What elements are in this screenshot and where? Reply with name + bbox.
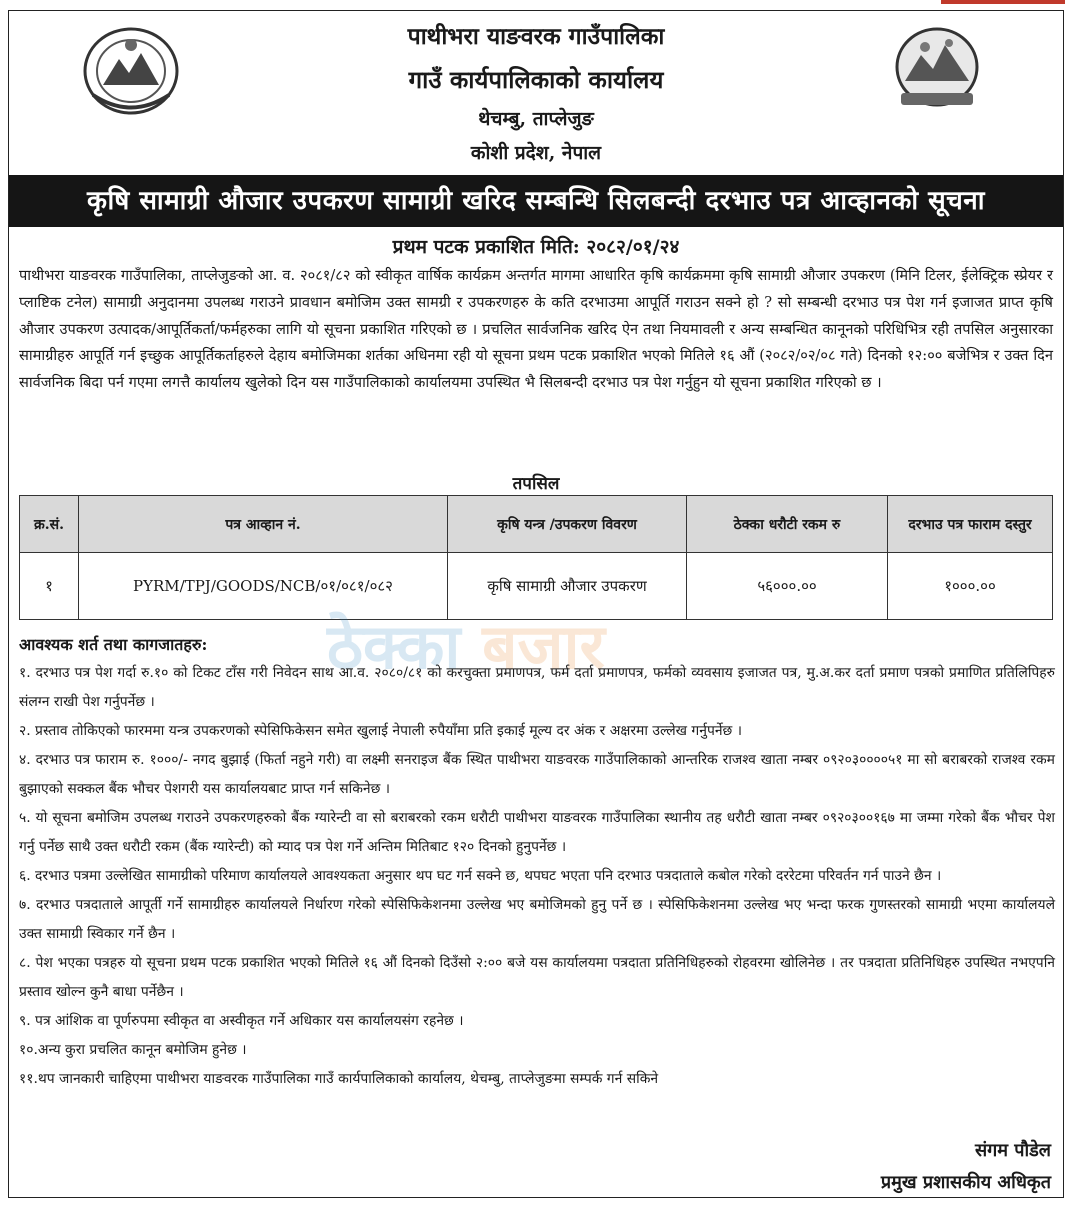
col-equipment: कृषि यन्त्र /उपकरण विवरण	[448, 496, 687, 553]
cell-invitation-no: PYRM/TPJ/GOODS/NCB/०१/०८१/०८२	[79, 553, 448, 620]
signatory-name: संगम पौडेल	[974, 1140, 1051, 1161]
col-serial: क्र.सं.	[20, 496, 79, 553]
condition-item: ९. पत्र आंशिक वा पूर्णरुपमा स्वीकृत वा अस्वीकृत गर्ने अधिकार यस कार्यालयसंग रहनेछ ।	[19, 1013, 464, 1029]
cell-deposit: ५६०००.००	[687, 553, 888, 620]
signatory-title: प्रमुख प्रशासकीय अधिकृत	[880, 1172, 1051, 1193]
condition-item: ११.थप जानकारी चाहिएमा पाथीभरा याङवरक गाउँपालिका गाउँ कार्यपालिकाको कार्यालय, थेचम्बु, ताप्लेजुङमा सम्पर्क गर्न सकिने	[19, 1071, 659, 1087]
schedule-heading: तपसिल	[512, 474, 560, 494]
publish-date: प्रथम पटक प्रकाशित मिति: २०८२/०१/२४	[392, 236, 680, 258]
intro-paragraph: पाथीभरा याङवरक गाउँपालिका, ताप्लेजुङको आ. व. २०८१/८२ को स्वीकृत वार्षिक कार्यक्रम अन्तर्गत मागमा आधारित कृषि कार्यक्रममा कृषि सामाग्री औजार उपकरण (मिनि टिलर, ईलेक्ट्रिक स्प्रेयर र प्लाष्टिक टनेल) सामाग्री अनुदानमा उपलब्ध गराउने प्रावधान बमोजिम उक्त सामग्री र उपकरणहरु के कति दरभाउमा आपूर्ति गराउन सक्ने हो ? सो सम्बन्धी दरभाउ पत्र पेश गर्न इजाजत प्राप्त कृषि औजार उपकरण उत्पादक/आपूर्तिकर्ता/फर्महरुका लागि यो सूचना प्रकाशित गरिएको छ । प्रचलित सार्वजनिक खरिद ऐन तथा नियमावली र अन्य सम्बन्धित कानूनको परिधिभित्र रही तपसिल अनुसारका सामाग्रीहरु आपूर्ति गर्न इच्छुक आपूर्तिकर्ताहरुले देहाय बमोजिमका शर्तका अधिनमा रही यो सूचना प्रथम पटक प्रकाशित भएको मितिले १६ औं (२०८२/०२/०८ गते) दिनको १२:०० बजेभित्र र उक्त दिन सार्वजनिक बिदा पर्न गएमा लगत्तै कार्यालय खुलेको दिन यस गाउँपालिकाको कार्यालयमा उपस्थित भै सिलबन्दी दरभाउ पत्र पेश गर्नुहुन यो सूचना प्रकाशित गरिएको छ ।	[19, 267, 1053, 392]
condition-item: १. दरभाउ पत्र पेश गर्दा रु.१० को टिकट टाँस गरी निवेदन साथ आ.व. २०८०/८१ को करचुक्ता प्रमाणपत्र, फर्म दर्ता प्रमाणपत्र, फर्मको व्यवसाय इजाजत पत्र, मु.अ.कर दर्ता प्रमाण पत्रको प्रमाणित प्रतिलिपिहरु संलग्न राखी पेश गर्नुपर्नेछ ।	[19, 665, 1055, 710]
notice-title-banner: कृषि सामाग्री औजार उपकरण सामाग्री खरिद सम्बन्धि सिलबन्दी दरभाउ पत्र आव्हानको सूचना	[9, 175, 1063, 227]
municipality-name: पाथीभरा याङवरक गाउँपालिका	[407, 23, 665, 50]
condition-item: ५. यो सूचना बमोजिम उपलब्ध गराउने उपकरणहरुको बैंक ग्यारेन्टी वा सो बराबरको रकम धरौटी पाथीभरा याङवरक गाउँपालिका स्थानीय तह धरौटी खाता नम्बर ०९२०३००१६७ मा जम्मा गरेको बैंक भौचर पेश गर्नु पर्नेछ साथै उक्त धरौटी रकम (बैंक ग्यारेन्टी) को म्याद पत्र पेश गर्ने अन्तिम मितिबाट १२० दिनको हुनुपर्नेछ ।	[19, 810, 1055, 855]
bid-table	[19, 495, 1053, 620]
office-name: गाउँ कार्यपालिकाको कार्यालय	[408, 65, 664, 94]
office-location: थेचम्बु, ताप्लेजुङ	[478, 108, 594, 130]
condition-item: १०.अन्य कुरा प्रचलित कानून बमोजिम हुनेछ ।	[19, 1042, 247, 1058]
condition-item: ४. दरभाउ पत्र फाराम रु. १०००/- नगद बुझाई (फिर्ता नहुने गरी) वा लक्ष्मी सनराइज बैंक स्थित पाथीभरा याङवरक गाउँपालिकाको आन्तरिक राजश्व खाता नम्बर ०९२०३००००५१ मा सो बराबरको राजश्व रकम बुझाएको सक्कल बैंक भौचर पेशगरी यस कार्यालयबाट प्राप्त गर्न सकिनेछ ।	[19, 752, 1055, 797]
watermark-part1: ठेक्का	[327, 610, 461, 683]
corner-accent	[941, 0, 1065, 4]
cell-form-fee: १०००.००	[888, 553, 1053, 620]
signature-block	[881, 1135, 1051, 1199]
province-country: कोशी प्रदेश, नेपाल	[470, 142, 602, 164]
cell-serial: १	[20, 553, 79, 620]
municipality-seal-icon	[887, 23, 987, 115]
col-deposit: ठेक्का धरौटी रकम रु	[687, 496, 888, 553]
conditions-heading: आवश्यक शर्त तथा कागजातहरु:	[19, 635, 208, 654]
condition-item: ८. पेश भएका पत्रहरु यो सूचना प्रथम पटक प्रकाशित भएको मितिले १६ औं दिनको दिउँसो २:०० बजे यस कार्यालयमा पत्रदाता प्रतिनिधिहरुको रोहवरमा खोलिनेछ । तर पत्रदाता प्रतिनिधिहरु उपस्थित नभएपनि प्रस्ताव खोल्न कुनै बाधा पर्नेछैन ।	[19, 955, 1055, 1000]
col-invitation-no: पत्र आव्हान नं.	[79, 496, 448, 553]
watermark-part2: बजार	[482, 610, 605, 683]
condition-item: ६. दरभाउ पत्रमा उल्लेखित सामाग्रीको परिमाण कार्यालयले आवश्यकता अनुसार थप घट गर्न सक्ने छ, थपघट भएता पनि दरभाउ पत्रदाताले कबोल गरेको दररेटमा परिवर्तन गर्न पाउने छैन ।	[19, 868, 942, 884]
condition-item: ७. दरभाउ पत्रदाताले आपूर्ती गर्ने सामाग्रीहरु कार्यालयले निर्धारण गरेको स्पेसिफिकेशनमा उल्लेख भए बमोजिमको हुनु पर्ने छ । स्पेसिफिकेशनमा उल्लेख भए भन्दा फरक गुणस्तरको सामाग्री भएमा कार्यालयले उक्त सामाग्री स्विकार गर्ने छैन ।	[19, 897, 1055, 942]
col-form-fee: दरभाउ पत्र फाराम दस्तुर	[888, 496, 1053, 553]
bid-table-header	[20, 496, 1053, 553]
condition-item: २. प्रस्ताव तोकिएको फारममा यन्त्र उपकरणको स्पेसिफिकेसन समेत खुलाई नेपाली रुपैयाँमा प्रति इकाई मूल्य दर अंक र अक्षरमा उल्लेख गर्नुपर्नेछ ।	[19, 723, 742, 739]
notice-frame	[8, 10, 1064, 1198]
letterhead	[9, 11, 1063, 173]
conditions-list	[19, 659, 1055, 1094]
cell-equipment: कृषि सामाग्री औजार उपकरण	[448, 553, 687, 620]
